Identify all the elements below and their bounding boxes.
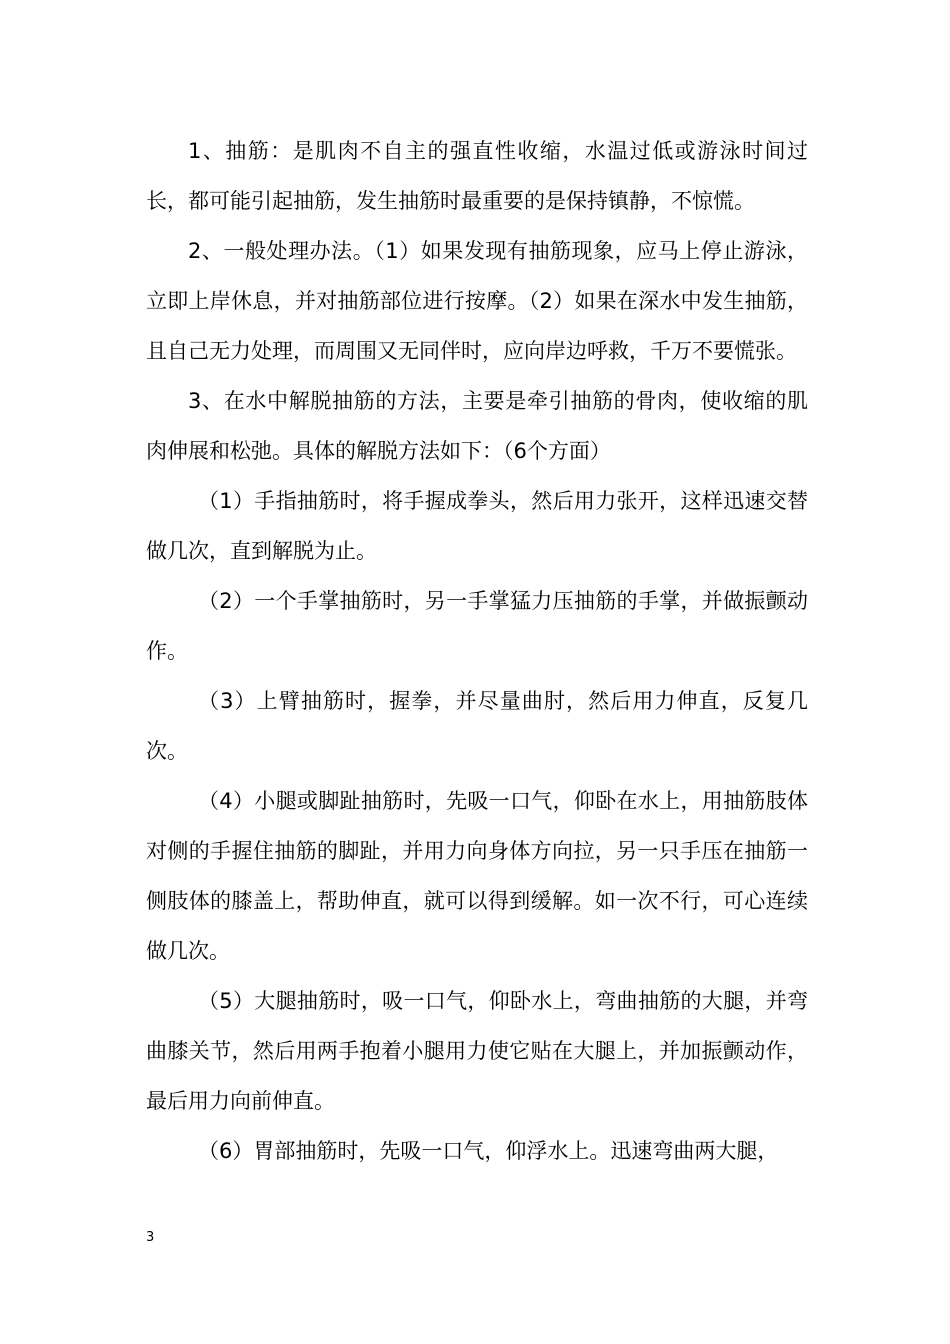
paragraph-palm-cramp: （2）一个手掌抽筋时，另一手掌猛力压抽筋的手掌，并做振颤动作。 <box>146 589 808 663</box>
body-text <box>146 126 808 1176</box>
paragraph-general-treatment: 2、一般处理办法。（1）如果发现有抽筋现象，应马上停止游泳，立即上岸休息，并对抽筋部位进行按摩。（2）如果在深水中发生抽筋，且自己无力处理，而周围又无同伴时，应向岸边呼救，千万不要慌张。 <box>146 239 808 363</box>
paragraph-cramp-definition: 1、抽筋：是肌肉不自主的强直性收缩，水温过低或游泳时间过长，都可能引起抽筋，发生抽筋时最重要的是保持镇静，不惊慌。 <box>146 139 808 213</box>
page-number: 3 <box>146 1230 155 1245</box>
paragraph-upper-arm-cramp: （3）上臂抽筋时，握拳，并尽量曲肘，然后用力伸直，反复几次。 <box>146 689 808 763</box>
paragraph-thigh-cramp: （5）大腿抽筋时，吸一口气，仰卧水上，弯曲抽筋的大腿，并弯曲膝关节，然后用两手抱着小腿用力使它贴在大腿上，并加振颤动作，最后用力向前伸直。 <box>146 989 808 1113</box>
paragraph-release-methods: 3、在水中解脱抽筋的方法，主要是牵引抽筋的骨肉，使收缩的肌肉伸展和松弛。具体的解脱方法如下：（6个方面） <box>146 389 808 463</box>
paragraph-finger-cramp: （1）手指抽筋时，将手握成拳头，然后用力张开，这样迅速交替做几次，直到解脱为止。 <box>146 489 808 563</box>
paragraph-calf-toe-cramp: （4）小腿或脚趾抽筋时，先吸一口气，仰卧在水上，用抽筋肢体对侧的手握住抽筋的脚趾，并用力向身体方向拉，另一只手压在抽筋一侧肢体的膝盖上，帮助伸直，就可以得到缓解。如一次不行，可心连续做几次。 <box>146 789 808 963</box>
paragraph-stomach-cramp: （6）胃部抽筋时，先吸一口气，仰浮水上。迅速弯曲两大腿， <box>198 1139 779 1163</box>
